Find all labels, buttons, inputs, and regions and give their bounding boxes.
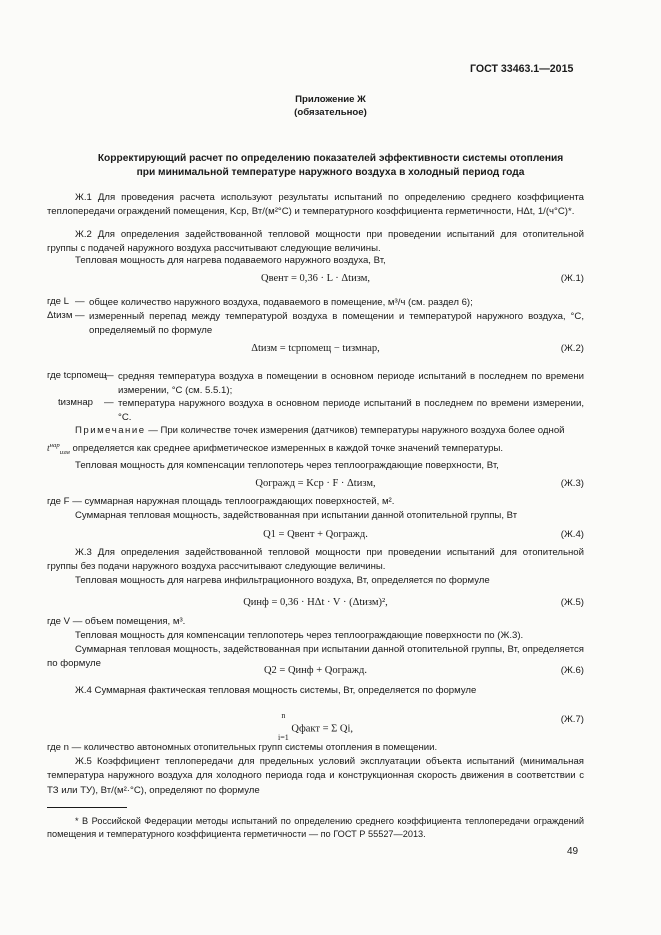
def-tnar-label: tизмнар [58, 397, 93, 408]
equation-zh3-number: (Ж.3) [560, 478, 584, 489]
equation-zh7-text: Qфакт = Σ Qi, [291, 723, 353, 735]
def-dt-dash: — [75, 310, 85, 321]
section-title-line1: Корректирующий расчет по определению показателей эффективности системы отопления [97, 153, 564, 164]
paragraph-total-heat-2: Суммарная тепловая мощность, задействованная при испытании данной отопительной группы, Вт, определяется по формуле [47, 644, 584, 670]
def-dt-text: измеренный перепад между температурой воздуха в помещении и температурой наружного воздуха, °С, определяемый по формуле [89, 311, 584, 337]
equation-zh1 [47, 273, 584, 288]
def-V: где V — объем помещения, м³. [47, 616, 186, 627]
paragraph-zh5: Ж.5 Коэффициент теплопередачи для предельных условий эксплуатации объекта испытаний (минимальная температура наружного воздуха для холодного периода года и конструкционная скорость движения в соответствии с ТЗ или ТУ), Вт/(м²·°С), определяют по формуле [47, 756, 584, 796]
standard-header: ГОСТ 33463.1—2015 [470, 63, 574, 75]
note-label: Примечание [75, 425, 146, 436]
def-tnar-text: температура наружного воздуха в основном периоде испытаний в последнем по времени измерении, °С. [118, 398, 584, 424]
equation-zh7-formula [47, 711, 584, 744]
paragraph-heat-loss: Тепловая мощность для компенсации теплопотерь через теплоограждающие поверхности, Вт, [75, 460, 499, 471]
def-tsr-text: средняя температура воздуха в помещении в основном периоде испытаний в последнем по времени измерении, °С (см. 5.5.1); [118, 371, 584, 397]
paragraph-zh4: Ж.4 Суммарная фактическая тепловая мощность системы, Вт, определяется по формуле [75, 685, 477, 696]
paragraph-heat-supply: Тепловая мощность для нагрева подаваемого наружного воздуха, Вт, [75, 255, 386, 266]
appendix-title: Приложение Ж [295, 94, 366, 105]
footnote-separator [47, 807, 127, 808]
def-n: где n — количество автономных отопительных групп системы отопления в помещении. [47, 742, 438, 753]
page-number: 49 [567, 846, 579, 857]
section-title-line2: при минимальной температуре наружного воздуха в холодный период года [136, 167, 525, 178]
sum-upper: n [281, 711, 286, 720]
equation-zh2-number: (Ж.2) [560, 343, 584, 354]
equation-zh4-formula: Q1 = Qвент + Qогражд. [263, 529, 368, 540]
def-tnar-dash: — [104, 397, 114, 408]
paragraph-infiltration: Тепловая мощность для нагрева инфильтрационного воздуха, Вт, определяется по формуле [75, 575, 490, 586]
equation-zh5-number: (Ж.5) [560, 597, 584, 608]
note-line2 [47, 439, 584, 461]
equation-zh7-number: (Ж.7) [560, 714, 584, 725]
equation-zh2 [47, 343, 584, 358]
note-symbol: $t^{нар}_{изм}$ [47, 442, 70, 457]
equation-zh1-number: (Ж.1) [560, 273, 584, 284]
paragraph-zh1 [47, 191, 584, 220]
equation-zh6 [47, 665, 584, 680]
paragraph-zh3: Ж.3 Для определения задействованной тепловой мощности при проведении испытаний для отопительной группы без подачи наружного воздуха рассчитывают следующие величины. [47, 547, 584, 573]
equation-zh1-formula: Qвент = 0,36 · L · Δtизм, [261, 273, 370, 284]
note-text2: определяется как среднее арифметическое измеренных в каждой точке значений температуры. [72, 443, 504, 455]
equation-zh3 [47, 478, 584, 493]
def-tsr-dash: — [104, 370, 114, 381]
sum-lower: i=1 [278, 733, 289, 742]
paragraph-zh2: Ж.2 Для определения задействованной тепловой мощности при проведении испытаний для отопительной группы с подачей наружного воздуха рассчитывают следующие величины. [47, 229, 584, 255]
def-tsr-label: где tсрпомещ [47, 370, 107, 381]
equation-zh6-formula: Q2 = Qинф + Qогражд. [263, 665, 368, 676]
footnote: * В Российской Федерации методы испытаний по определению среднего коэффициента теплопередачи ограждений помещения и температурного коэффициента герметичности — по ГОСТ Р 55527—2013. [47, 816, 584, 839]
def-F: где F — суммарная наружная площадь теплоограждающих поверхностей, м². [47, 496, 395, 507]
paragraph-total-heat-1: Суммарная тепловая мощность, задействованная при испытании данной отопительной группы, Вт [75, 510, 518, 521]
note-text: — При количестве точек измерения (датчиков) температуры наружного воздуха более одной [145, 425, 565, 436]
equation-zh3-formula: Qогражд = Kср · F · Δtизм, [255, 478, 376, 489]
def-L-text: общее количество наружного воздуха, подаваемого в помещение, м³/ч (см. раздел 6); [89, 297, 473, 308]
equation-zh7 [47, 711, 584, 742]
def-dt-label: Δtизм [47, 310, 73, 321]
equation-zh2-formula: Δtизм = tсрпомещ − tизмнар, [251, 343, 380, 354]
equation-zh4 [47, 529, 584, 544]
equation-zh5 [47, 597, 584, 612]
p1-text: Ж.1 Для проведения расчета используют результаты испытаний по определению среднего коэффициента теплопередачи ограждений помещения, Kср, Вт/(м²°С) и температурного коэффициента герметичности, HΔt, 1/(ч°С)*. [47, 192, 584, 218]
equation-zh5-formula: Qинф = 0,36 · HΔt · V · (Δtизм)², [243, 597, 388, 608]
def-L-dash: — [75, 296, 85, 307]
equation-zh4-number: (Ж.4) [560, 529, 584, 540]
sum-limits [278, 712, 289, 742]
paragraph-heat-loss-ref: Тепловая мощность для компенсации теплопотерь через теплоограждающие поверхности по (Ж.3). [75, 630, 524, 641]
note-line1 [47, 424, 584, 438]
def-L-label: где L [47, 296, 70, 307]
appendix-status: (обязательное) [294, 107, 367, 118]
equation-zh6-number: (Ж.6) [560, 665, 584, 676]
